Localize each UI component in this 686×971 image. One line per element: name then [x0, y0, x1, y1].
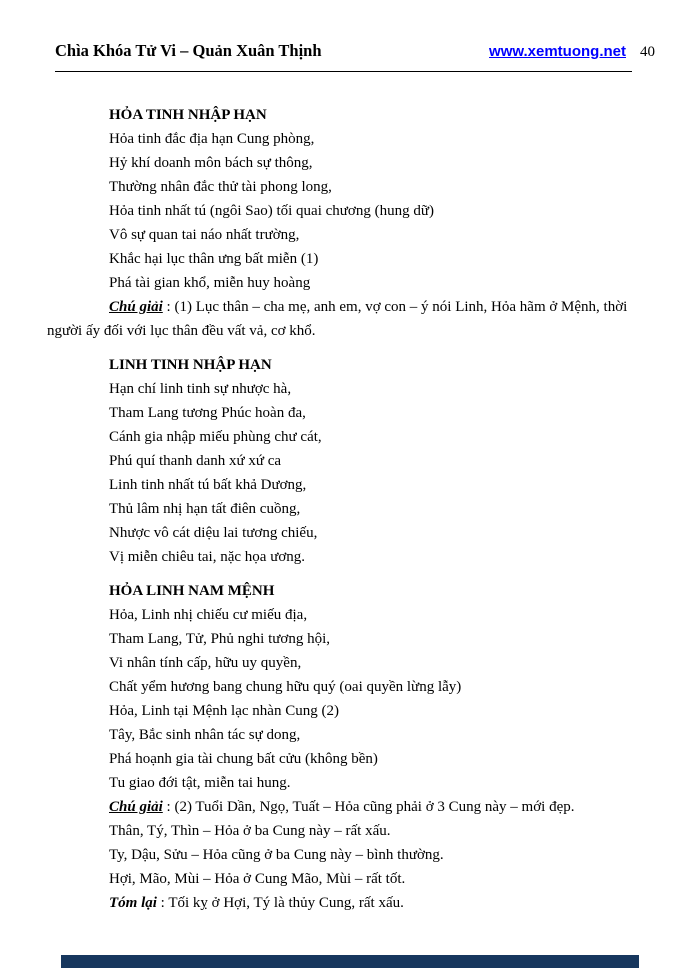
section — [47, 103, 639, 343]
verse-line: Cánh gia nhập miếu phùng chư cát, — [109, 429, 322, 445]
footer-bar — [61, 955, 639, 968]
verse-line: Hạn chí linh tinh sự nhược hà, — [109, 381, 292, 397]
note-label: Tóm lại — [109, 895, 157, 911]
verse-line: Tây, Bắc sinh nhân tác sự dong, — [109, 727, 301, 743]
page-content — [47, 93, 639, 915]
verse-line: Vị miễn chiêu tai, nặc họa ương. — [109, 549, 306, 565]
verse-line: Phá hoạnh gia tài chung bất cửu (không bền) — [109, 751, 378, 767]
verse-line: Hỏa tinh nhất tú (ngôi Sao) tối quai chương (hung dữ) — [109, 203, 434, 219]
verse-line: Chất yểm hương bang chung hữu quý (oai quyền lừng lẫy) — [109, 679, 462, 695]
verse-line: Tu giao đới tật, miễn tai hung. — [109, 775, 291, 791]
note-paragraph: Chú giải : (1) Lục thân – cha mẹ, anh em, vợ con – ý nói Linh, Hỏa hãm ở Mệnh, thời người ấy đối với lục thân đều vất vả, cơ khổ. — [47, 299, 628, 339]
verse-line: Phá tài gian khổ, miễn huy hoàng — [109, 275, 311, 291]
header-right — [489, 43, 655, 61]
verse-line: Nhược vô cát diệu lai tương chiếu, — [109, 525, 318, 541]
page-header — [55, 41, 655, 61]
verse-line: Khắc hại lục thân ưng bất miễn (1) — [109, 251, 319, 267]
verse-line: Tham Lang tương Phúc hoàn đa, — [109, 405, 306, 421]
verse-line: Tóm lại : Tối kỵ ở Hợi, Tý là thủy Cung, rất xấu. — [109, 895, 404, 911]
verse-line: Thủ lâm nhị hạn tất điên cuồng, — [109, 501, 301, 517]
verse-line: Thân, Tý, Thìn – Hỏa ở ba Cung này – rất xấu. — [109, 823, 391, 839]
website-link[interactable]: www.xemtuong.net — [489, 43, 626, 60]
verse-line: Thường nhân đắc thử tài phong long, — [109, 179, 332, 195]
section-heading: HỎA TINH NHẬP HẠN — [109, 107, 267, 123]
note-label: Chú giải — [109, 799, 163, 815]
verse-line: Hỏa tinh đắc địa hạn Cung phòng, — [109, 131, 315, 147]
header-divider — [55, 71, 632, 72]
page-number: 40 — [640, 44, 655, 60]
verse-line: Vô sự quan tai náo nhất trường, — [109, 227, 300, 243]
book-title: Chìa Khóa Tử Vi – Quản Xuân Thịnh — [55, 41, 322, 60]
section-heading: LINH TINH NHẬP HẠN — [109, 357, 272, 373]
verse-line: Chú giải : (2) Tuổi Dần, Ngọ, Tuất – Hỏa cũng phải ở 3 Cung này – mới đẹp. — [109, 799, 575, 815]
verse-line: Tham Lang, Tử, Phủ nghi tương hội, — [109, 631, 330, 647]
verse-line: Phú quí thanh danh xứ xứ ca — [109, 453, 282, 469]
section — [47, 579, 639, 915]
verse-line: Hỏa, Linh nhị chiếu cư miếu địa, — [109, 607, 308, 623]
verse-line: Ty, Dậu, Sửu – Hỏa cũng ở ba Cung này – bình thường. — [109, 847, 444, 863]
section — [47, 353, 639, 569]
verse-line: Hợi, Mão, Mùi – Hỏa ở Cung Mão, Mùi – rất tốt. — [109, 871, 406, 887]
verse-line: Linh tinh nhất tú bất khả Dương, — [109, 477, 307, 493]
section-heading: HỎA LINH NAM MỆNH — [109, 583, 275, 599]
verse-line: Vi nhân tính cấp, hữu uy quyền, — [109, 655, 302, 671]
note-label: Chú giải — [109, 299, 163, 315]
verse-line: Hỏa, Linh tại Mệnh lạc nhàn Cung (2) — [109, 703, 339, 719]
verse-line: Hỷ khí doanh môn bách sự thông, — [109, 155, 313, 171]
